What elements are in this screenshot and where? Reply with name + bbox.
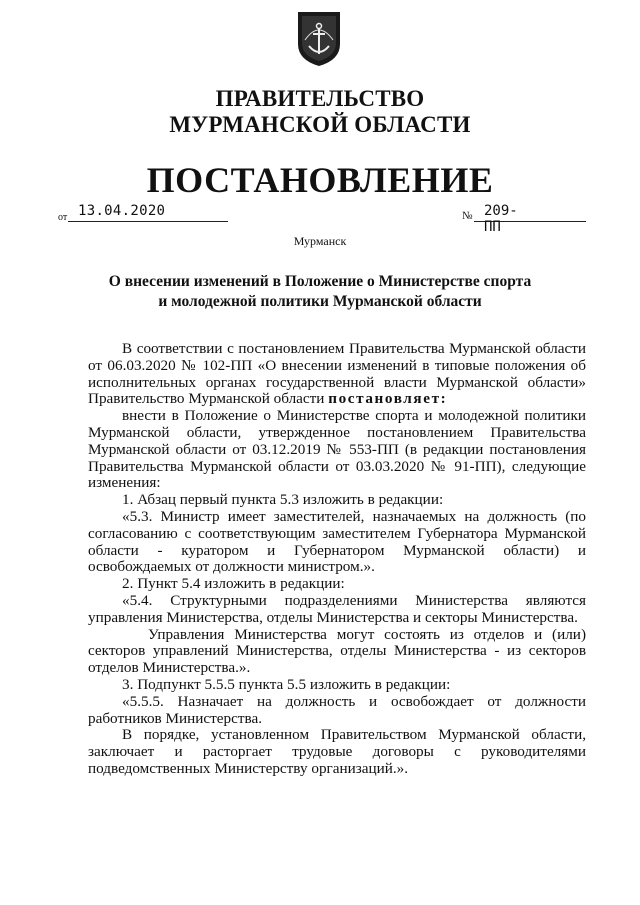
date-value: 13.04.2020 [78, 203, 166, 219]
item-2-text-2: Управления Министерства могут состоять из отделов и (или) секторов управлений Министерства, отделы Министерства - из секторов отделов Министерства.». [88, 625, 586, 677]
item-1: 1. Абзац первый пункта 5.3 изложить в редакции: [122, 491, 444, 509]
item-3-text: «5.5.5. Назначает на должность и освобождает от должности работников Министерства. [88, 692, 586, 727]
item-1-text: «5.3. Министр имеет заместителей, назначаемых на должность (по согласованию с соответствующим заместителем Губернатора Мурманской области - куратором и Губернатором Мурманской области) и освобождаемых от должности министром.». [88, 507, 586, 576]
government-title [0, 86, 640, 138]
item-3-text-2: В порядке, установленном Правительством Мурманской области, заключает и расторгает трудовые договоры с руководителями подведомственных Министерству организаций.». [88, 726, 586, 777]
decree-body [88, 341, 586, 778]
subject-line-2: и молодежной политики Мурманской области [158, 293, 482, 310]
preamble-text: В соответствии с постановлением Правительства Мурманской области от 06.03.2020 № 102-ПП «О внесении изменений в типовые положения об исполнительных органах государственной власти Мурманской области» Правительство Мурманской области [88, 340, 586, 408]
item-2: 2. Пункт 5.4 изложить в редакции: [122, 575, 345, 593]
intro-paragraph: внести в Положение о Министерстве спорта и молодежной политики Мурманской области, утвержденное постановлением Правительства Мурманской области от 03.12.2019 № 553-ПП (в редакции постановления Правительства Мурманской области от 03.03.2020 № 91-ПП), следующие изменения: [88, 407, 586, 492]
subject-line-1: О внесении изменений в Положение о Министерстве спорта [108, 273, 532, 290]
item-2-text: «5.4. Структурными подразделениями Министерства являются управления Министерства, отделы Министерства и секторы Министерства. [88, 591, 586, 626]
decree-subject [100, 272, 540, 312]
government-line-2: МУРМАНСКОЙ ОБЛАСТИ [169, 112, 471, 137]
date-prefix: от [58, 212, 68, 223]
number-prefix: № [462, 210, 473, 222]
government-line-1: ПРАВИТЕЛЬСТВО [215, 86, 425, 111]
date-underline [68, 221, 228, 222]
document-type: ПОСТАНОВЛЕНИЕ [146, 160, 494, 200]
preamble-paragraph [88, 341, 586, 408]
city: Мурманск [293, 234, 347, 248]
item-3: 3. Подпункт 5.5.5 пункта 5.5 изложить в редакции: [122, 675, 451, 693]
resolves-word: постановляет: [328, 390, 448, 408]
number-value: 209-ПП [484, 203, 518, 235]
coat-of-arms-icon [294, 10, 344, 68]
